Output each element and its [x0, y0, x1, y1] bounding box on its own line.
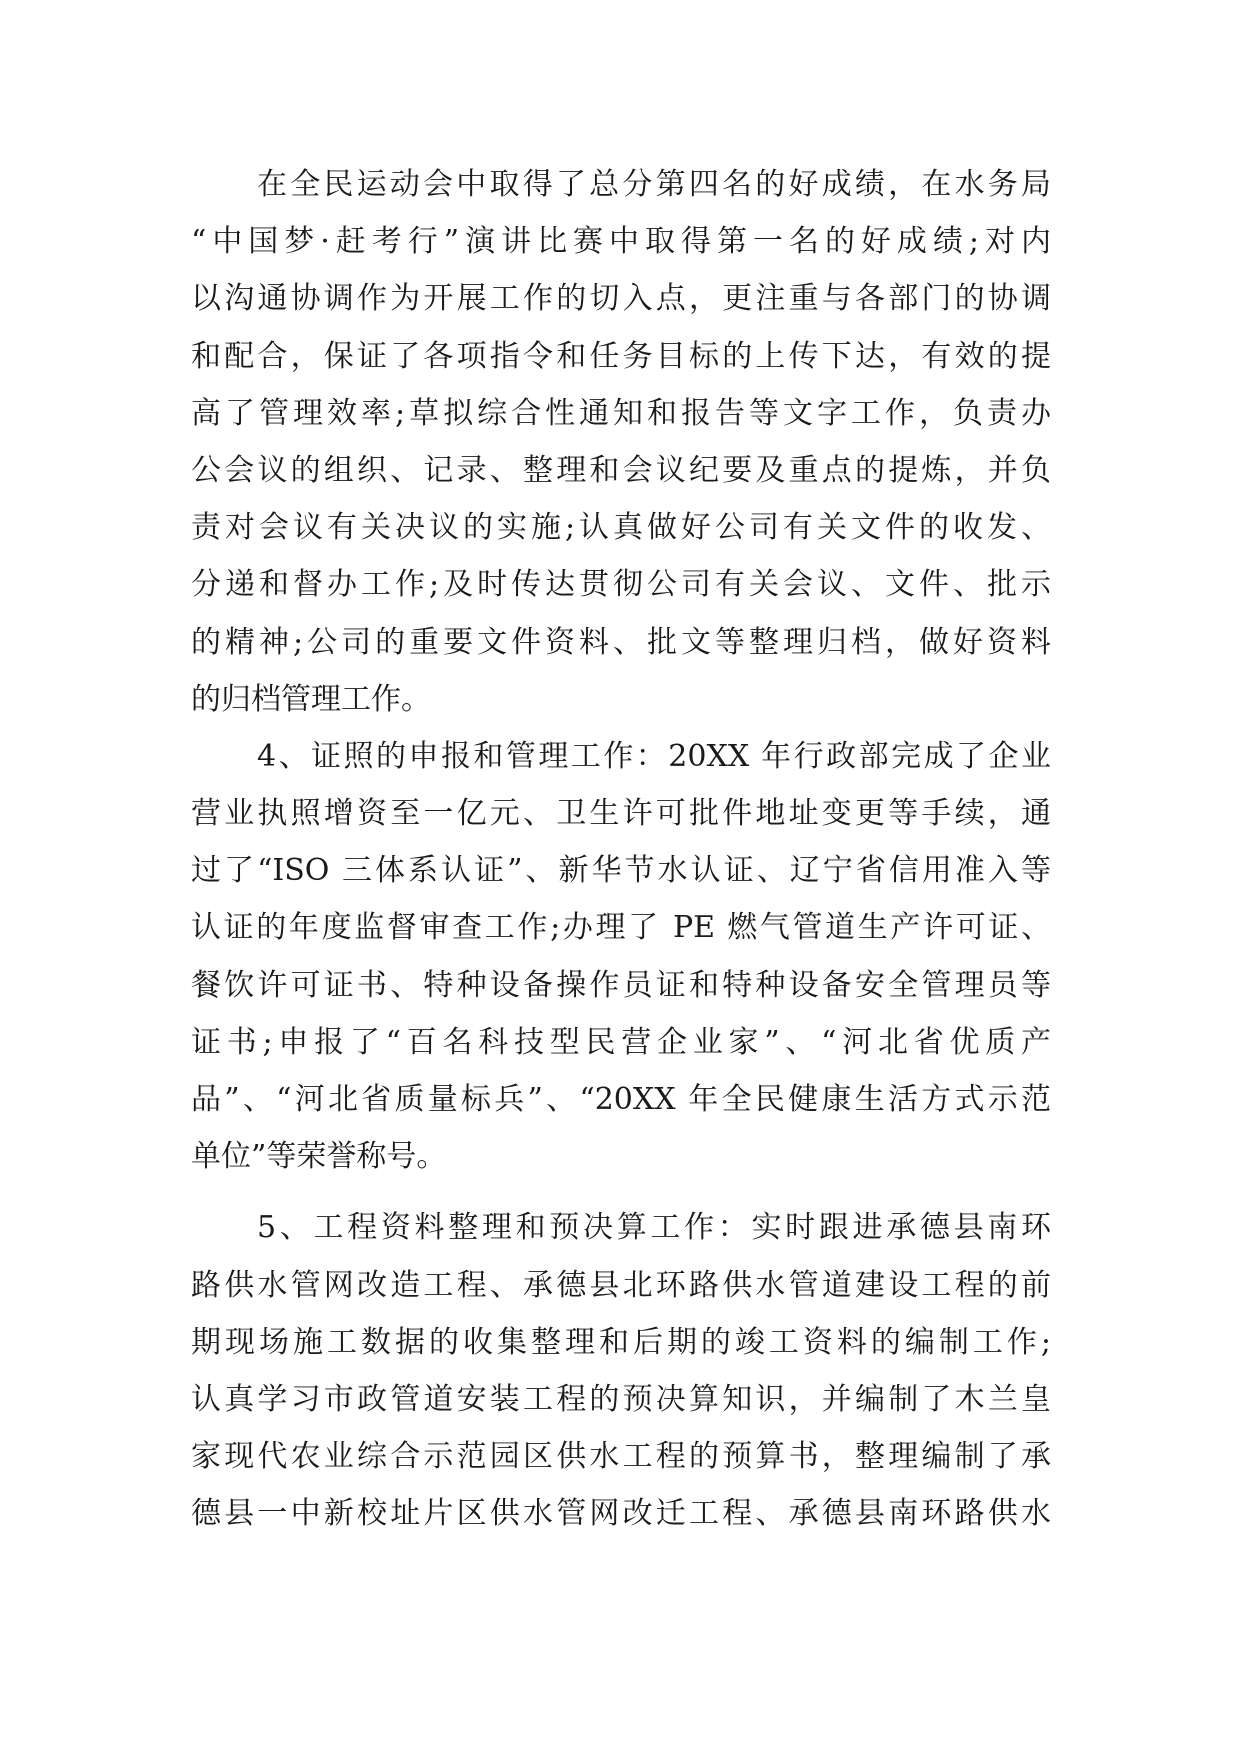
text-line: 德县一中新校址片区供水管网改迁工程、承德县南环路供水 — [191, 1496, 1051, 1532]
text-line: 家现代农业综合示范园区供水工程的预算书，整理编制了承 — [191, 1439, 1051, 1475]
text-line: 营业执照增资至一亿元、卫生许可批件地址变更等手续，通 — [191, 796, 1051, 832]
text-line: 过了“ISO 三体系认证”、新华节水认证、辽宁省信用准入等 — [191, 853, 1051, 889]
text-line: 高了管理效率;草拟综合性通知和报告等文字工作，负责办 — [191, 395, 1051, 431]
text-line: 路供水管网改造工程、承德县北环路供水管道建设工程的前 — [191, 1267, 1051, 1303]
text-line: 和配合，保证了各项指令和任务目标的上传下达，有效的提 — [191, 338, 1051, 374]
paragraph-3 — [191, 1199, 1051, 1542]
text-line: 认证的年度监督审查工作;办理了 PE 燃气管道生产许可证、 — [191, 910, 1051, 946]
text-line: 公会议的组织、记录、整理和会议纪要及重点的提炼，并负 — [191, 452, 1051, 488]
text-line: 的精神;公司的重要文件资料、批文等整理归档，做好资料 — [191, 624, 1051, 660]
text-line: 餐饮许可证书、特种设备操作员证和特种设备安全管理员等 — [191, 967, 1051, 1003]
paragraph-1 — [191, 156, 1051, 728]
text-line: “中国梦·赶考行”演讲比赛中取得第一名的好成绩;对内 — [191, 224, 1051, 260]
text-line: 期现场施工数据的收集整理和后期的竣工资料的编制工作; — [191, 1324, 1051, 1360]
text-line: 证书;申报了“百名科技型民营企业家”、“河北省优质产 — [191, 1024, 1051, 1060]
text-line: 以沟通协调作为开展工作的切入点，更注重与各部门的协调 — [191, 281, 1051, 317]
paragraph-2 — [191, 728, 1051, 1186]
text-line: 品”、“河北省质量标兵”、“20XX 年全民健康生活方式示范 — [191, 1082, 1051, 1117]
text-line: 认真学习市政管道安装工程的预决算知识，并编制了木兰皇 — [191, 1381, 1051, 1417]
text-line: 的归档管理工作。 — [191, 681, 431, 717]
text-line: 5、工程资料整理和预决算工作：实时跟进承德县南环 — [257, 1210, 1051, 1246]
text-line: 分递和督办工作;及时传达贯彻公司有关会议、文件、批示 — [191, 567, 1051, 603]
text-line: 责对会议有关决议的实施;认真做好公司有关文件的收发、 — [191, 510, 1051, 546]
text-line: 单位”等荣誉称号。 — [191, 1139, 447, 1175]
text-line: 在全民运动会中取得了总分第四名的好成绩，在水务局 — [257, 167, 1051, 202]
document-body — [191, 156, 1051, 1543]
paragraph-spacer — [191, 1185, 1051, 1199]
text-line: 4、证照的申报和管理工作：20XX 年行政部完成了企业 — [257, 738, 1051, 774]
